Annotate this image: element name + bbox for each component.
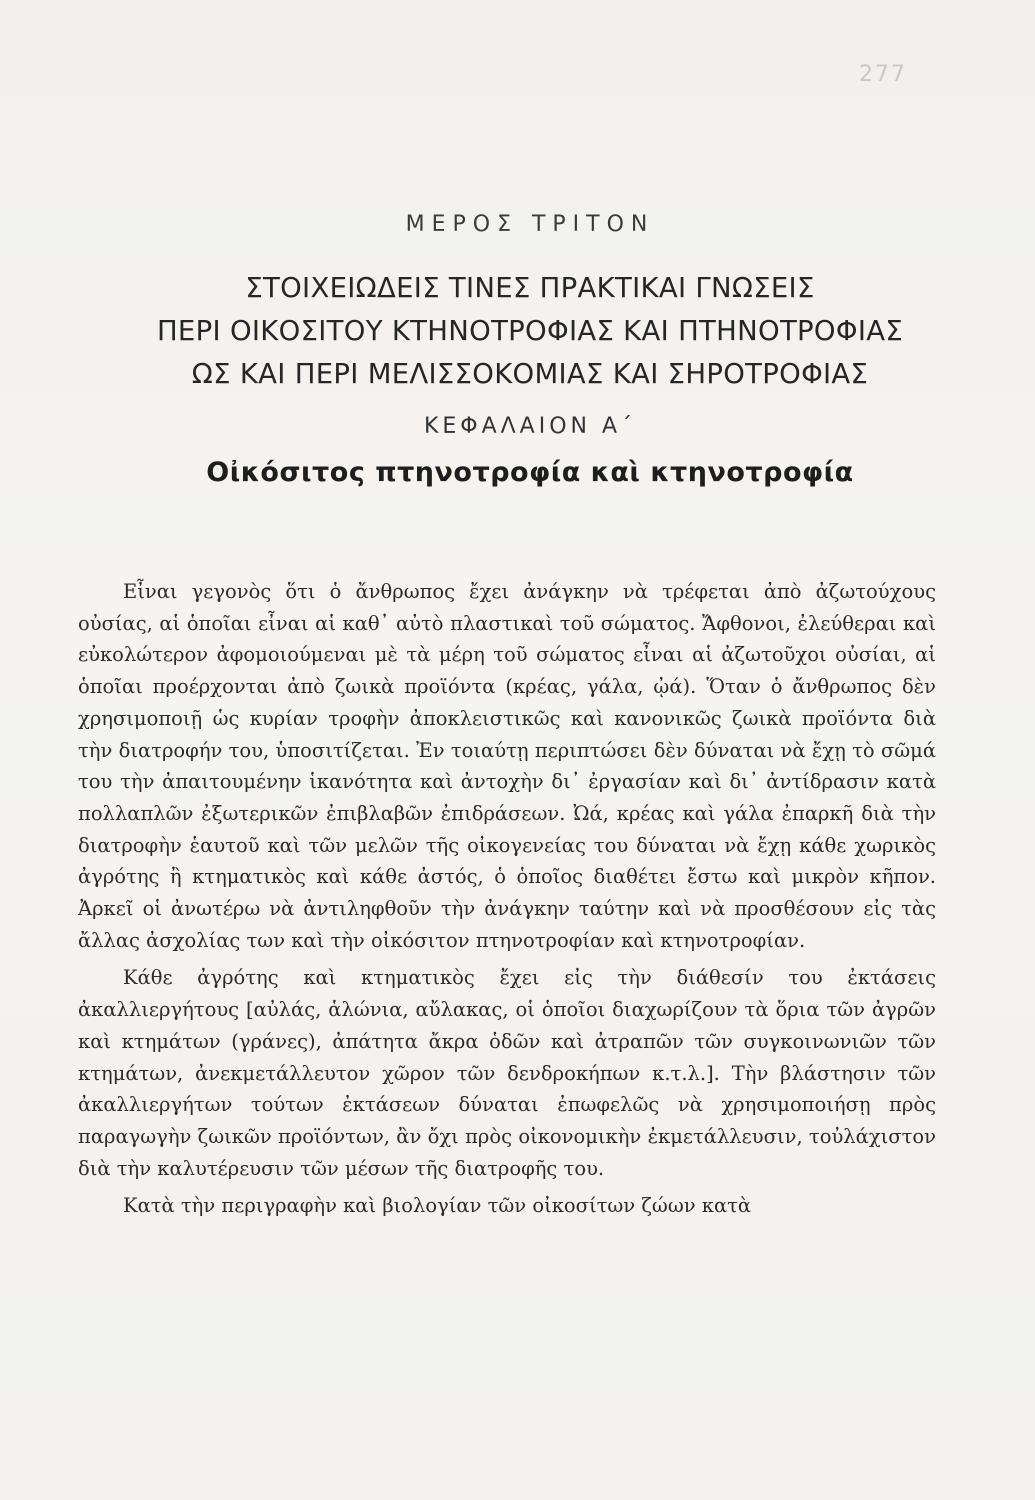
body-text [78, 576, 936, 1222]
section-header [60, 212, 1000, 488]
main-title-line: ΠΕΡΙ ΟΙΚΟΣΙΤΟΥ ΚΤΗΝΟΤΡΟΦΙΑΣ ΚΑΙ ΠΤΗΝΟΤΡΟΦΙΑΣ [156, 315, 904, 347]
main-title-line: ΣΤΟΙΧΕΙΩΔΕΙΣ ΤΙΝΕΣ ΠΡΑΚΤΙΚΑΙ ΓΝΩΣΕΙΣ [245, 272, 815, 304]
main-title-line: ΩΣ ΚΑΙ ΠΕΡΙ ΜΕΛΙΣΣΟΚΟΜΙΑΣ ΚΑΙ ΣΗΡΟΤΡΟΦΙΑΣ [191, 358, 869, 390]
paragraph: Εἶναι γεγονὸς ὅτι ὁ ἄνθρωπος ἔχει ἀνάγκην νὰ τρέφεται ἀπὸ ἀζωτούχους οὐσίας, αἱ ὁποῖαι εἶναι αἱ καθ᾽ αὐτὸ πλαστικαὶ τοῦ σώματος. Ἄφθονοι, ἐλεύθεραι καὶ εὐκολώτερον ἀφομοιούμεναι μὲ τὰ μέρη τοῦ σώματος εἶναι αἱ ἀζωτοῦχοι οὐσίαι, αἱ ὁποῖαι προέρχονται ἀπὸ ζωικὰ προϊόντα (κρέας, γάλα, ᾠά). Ὅταν ὁ ἄνθρωπος δὲν χρησιμοποιῇ ὡς κυρίαν τροφὴν ἀποκλειστικῶς καὶ κανονικῶς ζωικὰ προϊόντα διὰ τὴν διατροφήν του, ὑποσιτίζεται. Ἐν τοιαύτῃ περιπτώσει δὲν δύναται νὰ ἔχῃ τὸ σῶμά του τὴν ἀπαιτουμένην ἱκανότητα καὶ ἀντοχὴν δι᾽ ἐργασίαν καὶ δι᾽ ἀντίδρασιν κατὰ πολλαπλῶν ἐξωτερικῶν ἐπιβλαβῶν ἐπιδράσεων. Ὠά, κρέας καὶ γάλα ἐπαρκῆ διὰ τὴν διατροφὴν ἑαυτοῦ καὶ τῶν μελῶν τῆς οἰκογενείας του δύναται νὰ ἔχῃ κάθε χωρικὸς ἀγρότης ἢ κτηματικὸς καὶ κάθε ἀστός, ὁ ὁποῖος διαθέτει ἔστω καὶ μικρὸν κῆπον. Ἀρκεῖ οἱ ἀνωτέρω νὰ ἀντιληφθοῦν τὴν ἀνάγκην ταύτην καὶ νὰ προσθέσουν εἰς τὰς ἄλλας ἀσχολίας των καὶ τὴν οἰκόσιτον πτηνοτροφίαν καὶ κτηνοτροφίαν. [78, 580, 936, 952]
main-title [60, 267, 1000, 396]
chapter-label: ΚΕΦΑΛΑΙΟΝ Α΄ [423, 414, 637, 439]
paragraph: Κάθε ἀγρότης καὶ κτηματικὸς ἔχει εἰς τὴν διάθεσίν του ἐκτάσεις ἀκαλλιεργήτους [αὐλάς, ἁλώνια, αὔλακας, οἱ ὁποῖοι διαχωρίζουν τὰ ὅρια τῶν ἀγρῶν καὶ κτημάτων (γράνες), ἀπάτητα ἄκρα ὁδῶν καὶ ἀτραπῶν τῶν συγκοινωνιῶν τῶν κτημάτων, ἀνεκμετάλλευτον χῶρον τῶν δενδροκήπων κ.τ.λ.]. Τὴν βλάστησιν τῶν ἀκαλλιεργήτων τούτων ἐκτάσεων δύναται ἐπωφελῶς νὰ χρησιμοποιήσῃ πρὸς παραγωγὴν ζωικῶν προϊόντων, ἂν ὄχι πρὸς οἰκονομικὴν ἐκμετάλλευσιν, τοὐλάχιστον διὰ τὴν καλυτέρευσιν τῶν μέσων τῆς διατροφῆς του. [78, 966, 936, 1180]
part-title: ΜΕΡΟΣ ΤΡΙΤΟΝ [405, 212, 655, 237]
page-number: 277 [859, 62, 907, 87]
chapter-title: Οἰκόσιτος πτηνοτροφία καὶ κτηνοτροφία [206, 457, 854, 488]
paragraph: Κατὰ τὴν περιγραφὴν καὶ βιολογίαν τῶν οἰκοσίτων ζώων κατὰ [123, 1194, 752, 1218]
